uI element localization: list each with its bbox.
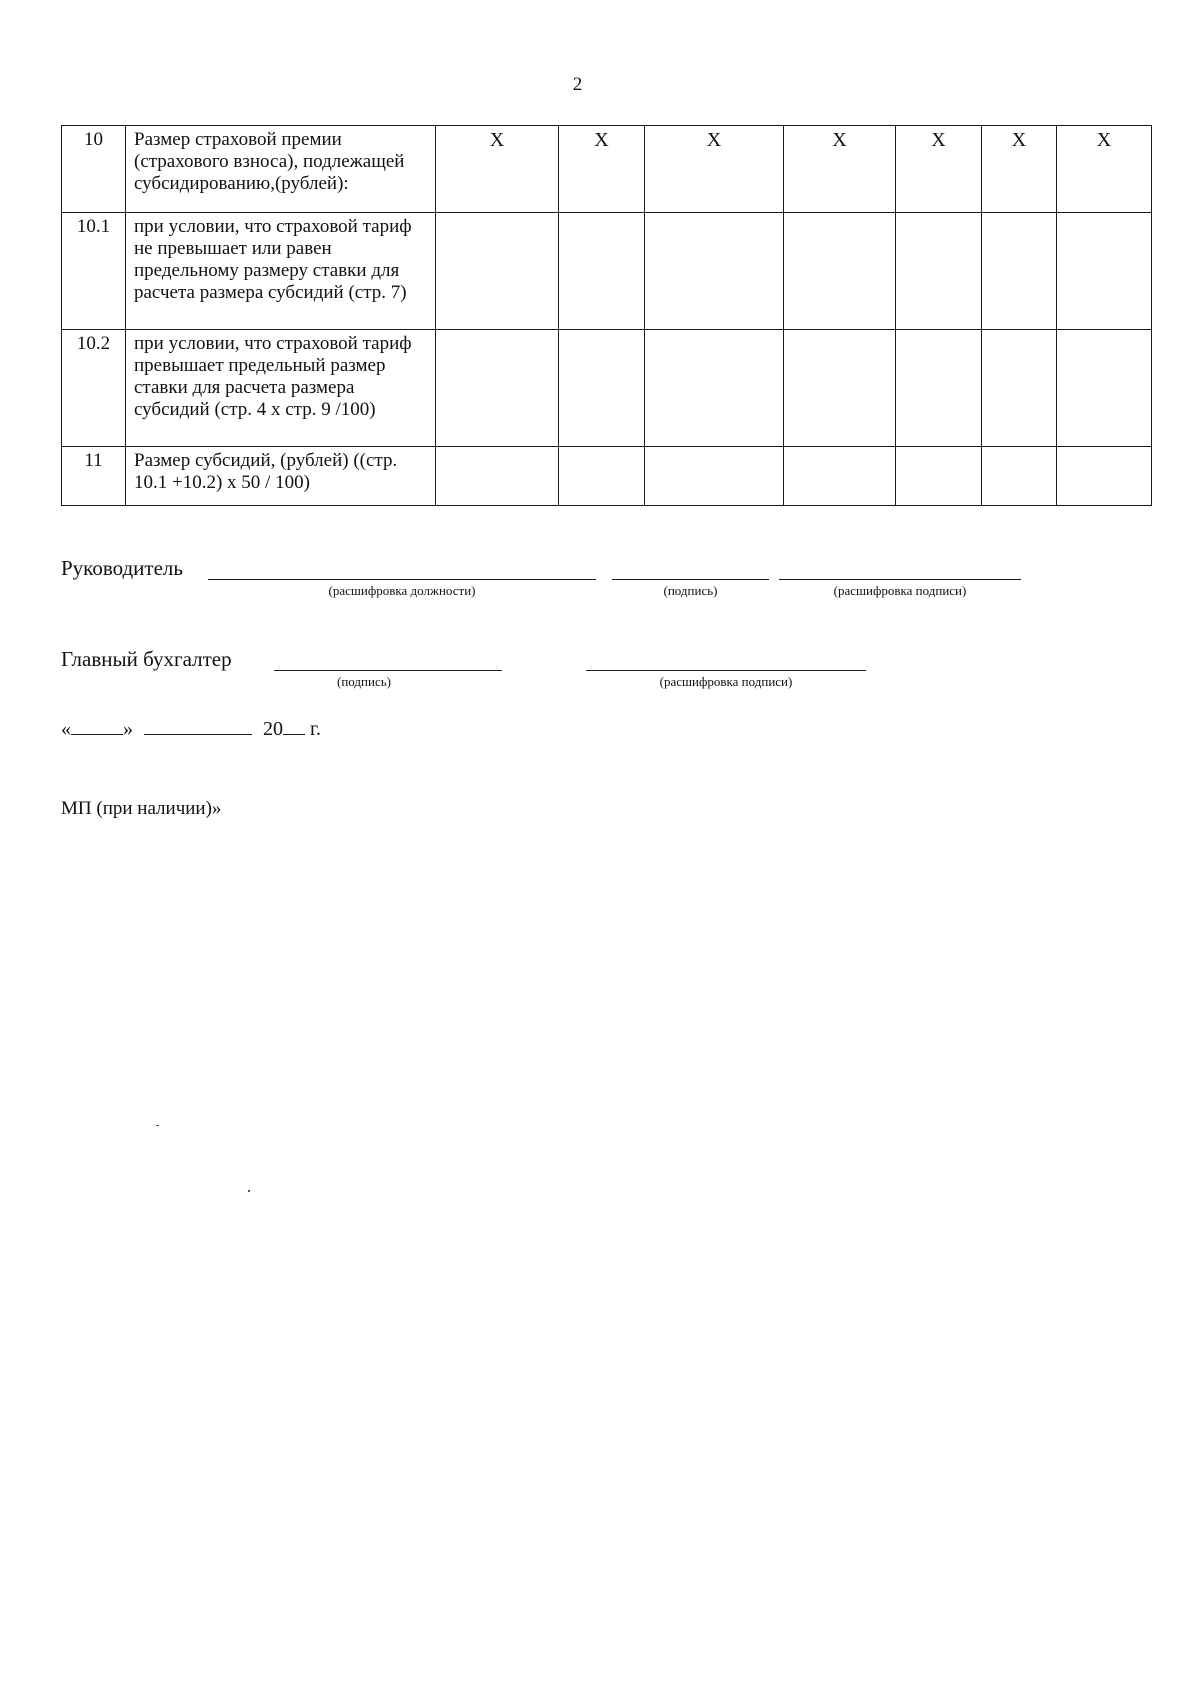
- date-close-quote: »: [123, 718, 133, 740]
- table-cell: Х: [645, 126, 784, 213]
- table-row: [62, 213, 1152, 330]
- table-cell: Х: [559, 126, 645, 213]
- table-cell: [896, 447, 982, 506]
- row-description: Размер субсидий, (рублей) ((стр. 10.1 +10.2) х 50 / 100): [126, 447, 436, 506]
- table-cell: [645, 330, 784, 447]
- table-cell: [982, 330, 1057, 447]
- row-number: 10.2: [62, 330, 126, 447]
- day-field[interactable]: [71, 716, 123, 735]
- table-cell: Х: [1057, 126, 1152, 213]
- date-line: [61, 716, 321, 741]
- subsidy-calculation-table: [61, 125, 1152, 506]
- table-cell: [1057, 213, 1152, 330]
- head-signature-caption: (подпись): [663, 583, 718, 598]
- table-cell: [784, 213, 896, 330]
- date-open-quote: «: [61, 718, 71, 740]
- table-row: [62, 447, 1152, 506]
- year-prefix: 20: [263, 718, 283, 740]
- table-cell: [784, 330, 896, 447]
- table-cell: Х: [784, 126, 896, 213]
- table-cell: [436, 213, 559, 330]
- head-position-line[interactable]: [208, 579, 596, 580]
- row-number: 10.1: [62, 213, 126, 330]
- accountant-signature-line[interactable]: [274, 670, 502, 671]
- table-cell: [1057, 330, 1152, 447]
- accountant-label: Главный бухгалтер: [61, 647, 232, 671]
- accountant-name-caption: (расшифровка подписи): [659, 674, 793, 689]
- table-cell: [896, 213, 982, 330]
- table-cell: [436, 447, 559, 506]
- table-cell: [784, 447, 896, 506]
- stamp-note: МП (при наличии)»: [61, 798, 222, 819]
- page-number: 2: [572, 74, 583, 95]
- table-cell: [645, 447, 784, 506]
- table-cell: Х: [436, 126, 559, 213]
- table-cell: [982, 447, 1057, 506]
- head-position-caption: (расшифровка должности): [328, 583, 476, 598]
- row-description: Размер страховой премии (страхового взноса), подлежащей субсидированию,(рублей):: [126, 126, 436, 213]
- table-cell: [896, 330, 982, 447]
- row-description: при условии, что страховой тариф не превышает или равен предельному размеру ставки для расчета размера субсидий (стр. 7): [126, 213, 436, 330]
- table-cell: Х: [982, 126, 1057, 213]
- row-number: 10: [62, 126, 126, 213]
- table-cell: Х: [896, 126, 982, 213]
- head-signature-line[interactable]: [612, 579, 769, 580]
- accountant-name-line[interactable]: [586, 670, 866, 671]
- row-number: 11: [62, 447, 126, 506]
- table-cell: [1057, 447, 1152, 506]
- head-name-caption: (расшифровка подписи): [833, 583, 967, 598]
- table-cell: [559, 330, 645, 447]
- table-row: [62, 126, 1152, 213]
- table-cell: [982, 213, 1057, 330]
- row-description: при условии, что страховой тариф превышает предельный размер ставки для расчета размера субсидий (стр. 4 х стр. 9 /100): [126, 330, 436, 447]
- scan-speck: [248, 1190, 250, 1192]
- year-suffix: г.: [310, 718, 321, 740]
- month-field[interactable]: [144, 716, 252, 735]
- table-cell: [436, 330, 559, 447]
- table-cell: [645, 213, 784, 330]
- accountant-signature-caption: (подпись): [337, 674, 391, 689]
- head-name-line[interactable]: [779, 579, 1021, 580]
- scan-speck: [156, 1125, 159, 1126]
- table-row: [62, 330, 1152, 447]
- table-cell: [559, 213, 645, 330]
- head-label: Руководитель: [61, 556, 183, 580]
- year-field[interactable]: [283, 716, 305, 735]
- table-cell: [559, 447, 645, 506]
